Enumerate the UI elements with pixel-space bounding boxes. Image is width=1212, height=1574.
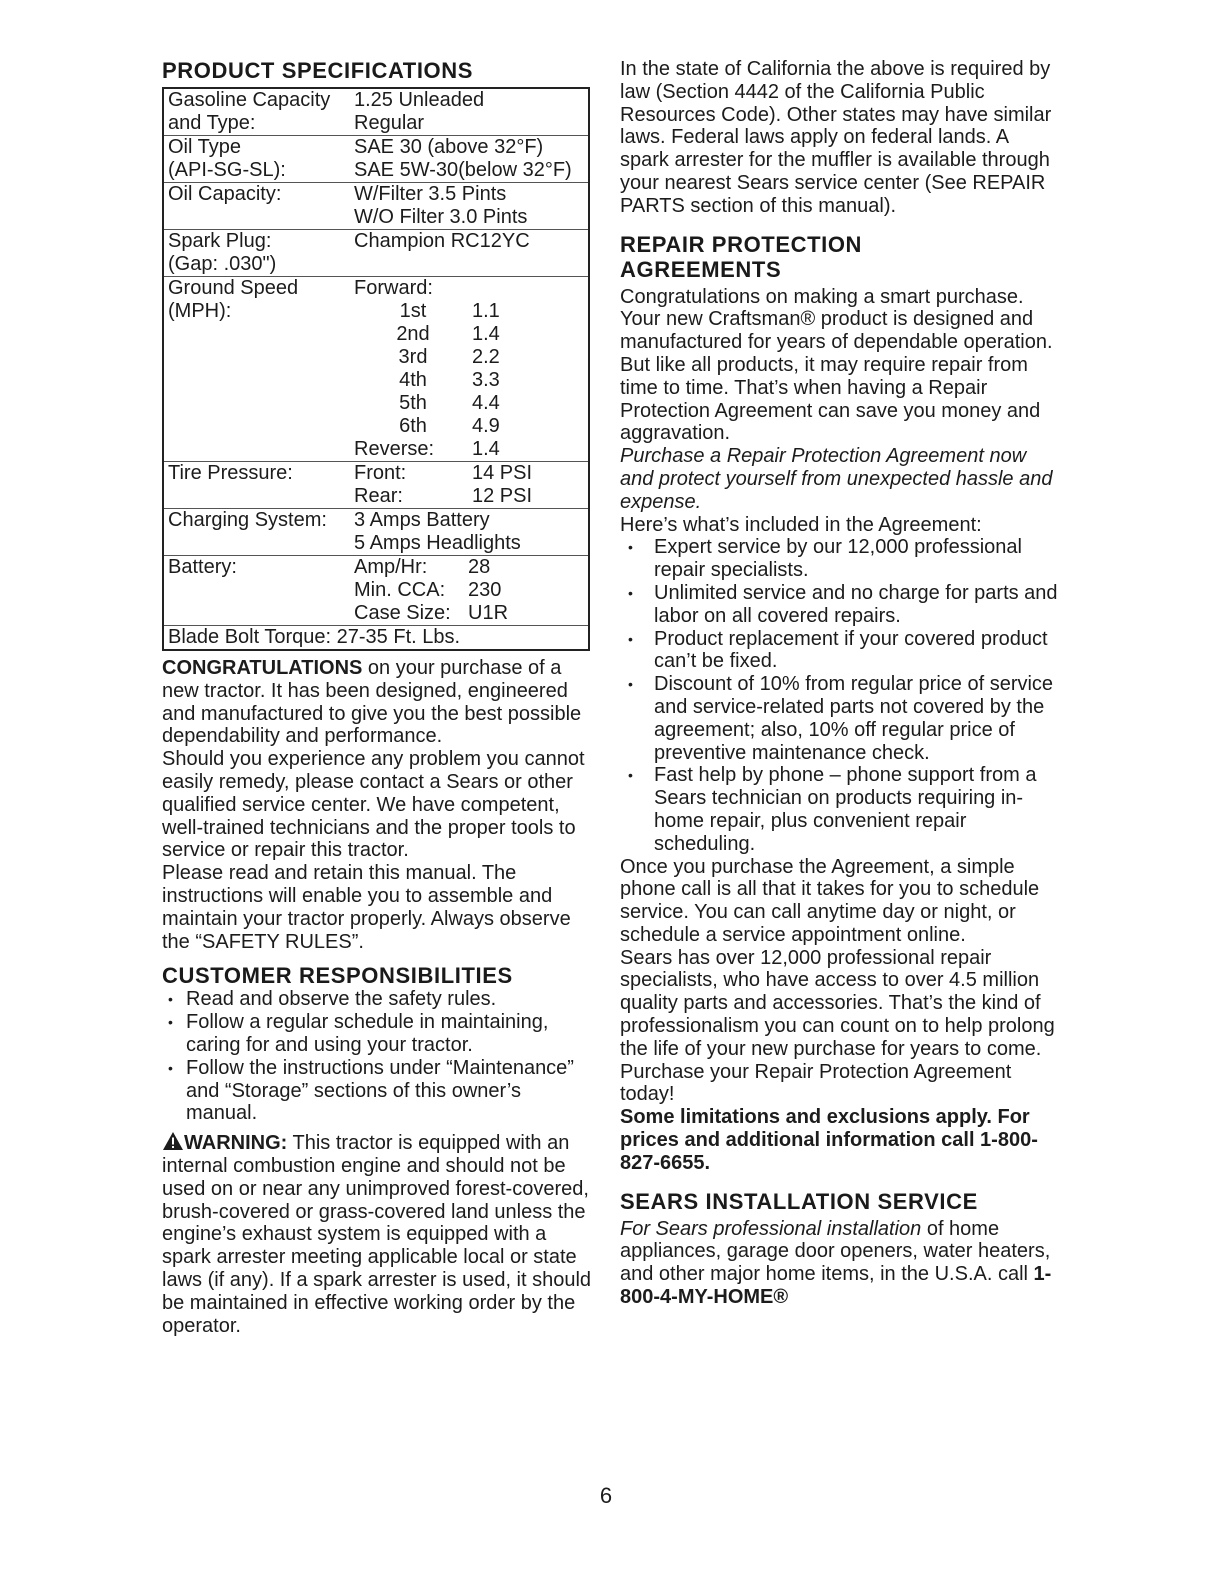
spec-value: 28 [468,556,491,578]
gear-row [354,415,588,438]
gear-row [354,346,588,369]
repair-protection-title-line-1: REPAIR PROTECTION [620,231,863,257]
gear-row [354,369,588,392]
page-number: 6 [599,1483,613,1508]
spec-value: 27-35 Ft. Lbs. [336,626,461,648]
spec-row-oil-capacity [164,183,588,230]
installation-italic: For Sears professional installation [620,1217,922,1240]
spec-label: Ground Speed [168,277,299,299]
spec-label: Reverse: [354,438,435,460]
repair-italic-paragraph: Purchase a Repair Protection Agreement now and protect yourself from unexpected hassle and expense. [620,445,1053,513]
california-paragraph: In the state of California the above is required by law (Section 4442 of the California Public Resources Code). Other states may have similar laws. Federal laws apply on federal lands. A spark arrester for the muffler is available through your nearest Sears service center (See REPAIR PARTS section of this manual). [620,58,1052,217]
spec-value: 3 Amps Battery [354,509,490,531]
list-item: • Discount of 10% from regular price of service and service-related parts not covered by the agreement; also, 10% off regular price of preventive maintenance check. [620,673,1060,764]
gear-speed: 2.2 [472,346,500,368]
gear-row [354,392,588,415]
once-paragraph: Once you purchase the Agreement, a simple phone call is all that it takes for you to schedule service. You can call anytime day or night, or schedule a service appointment online. [620,855,1040,946]
gear-speed: 4.9 [472,415,500,437]
spec-value: Forward: [354,277,433,299]
spec-label: Blade Bolt Torque: [168,626,332,648]
spec-label: Charging System: [168,509,327,531]
list-item: • Follow the instructions under “Maintenance” and “Storage” sections of this owner’s manual. [162,1057,594,1125]
list-item: • Expert service by our 12,000 professional repair specialists. [620,536,1060,582]
agreement-included-list [620,536,1060,855]
spec-value: U1R [468,602,509,624]
installation-phone: 1-800-4-MY-HOME® [620,1263,1052,1309]
spec-label: Amp/Hr: [354,556,428,578]
service-paragraph: Should you experience any problem you cannot easily remedy, please contact a Sears or other qualified service center. We have competent, well-trained technicians and the proper tools to service or repair this tractor. [162,748,585,862]
congratulations-paragraph [162,657,594,748]
list-item: • Product replacement if your covered product can’t be fixed. [620,628,1060,674]
gear-label: 6th [399,415,427,437]
spec-row-tire-pressure [164,462,588,509]
spec-label: Spark Plug: [168,230,272,252]
gear-speed: 4.4 [472,392,500,414]
congratulations-heading: CONGRATULATIONS [162,657,363,679]
spec-label: Gasoline Capacity [168,89,331,111]
installation-service-title: SEARS INSTALLATION SERVICE [620,1188,978,1214]
spec-value: W/O Filter 3.0 Pints [354,206,528,228]
repair-protection-title-line-2: AGREEMENTS [620,256,782,282]
spec-row-blade-torque [164,626,588,649]
manual-paragraph: Please read and retain this manual. The instructions will enable you to assemble and maintain your tractor properly. Always observe the “SAFETY RULES”. [162,862,571,953]
warning-label: WARNING: [184,1132,288,1155]
list-item: • Fast help by phone – phone support from a Sears technician on products requiring in-home repair, plus convenient repair scheduling. [620,764,1060,855]
gear-label: 4th [399,369,427,391]
spec-row-charging [164,509,588,556]
spec-label: Battery: [168,556,237,578]
gear-label: 5th [399,392,427,414]
spec-value: SAE 30 (above 32°F) [354,136,544,158]
spec-row-battery [164,556,588,626]
spec-row-spark-plug [164,230,588,277]
installation-paragraph [620,1218,1060,1309]
gear-label: 2nd [396,323,430,345]
spec-row-oil-type [164,136,588,183]
gear-speed: 1.4 [472,323,500,345]
spec-value: 1.4 [472,438,500,460]
customer-responsibilities-list [162,988,594,1125]
list-item: • Follow a regular schedule in maintaining, caring for and using your tractor. [162,1011,594,1057]
gear-speed: 1.1 [472,300,500,322]
spec-label: Front: [354,462,407,484]
spec-label: (Gap: .030") [168,253,277,275]
spec-row-gasoline [164,89,588,136]
spec-value: W/Filter 3.5 Pints [354,183,507,205]
spec-label: Oil Capacity: [168,183,282,205]
spec-label: and Type: [168,112,256,134]
right-column [620,58,1060,1309]
spec-label: Case Size: [354,602,451,624]
gear-speed: 3.3 [472,369,500,391]
spec-value: Regular [354,112,425,134]
limitations-text: Some limitations and exclusions apply. For prices and additional information call 1-800-827-6655. [620,1106,1038,1174]
spec-value: 5 Amps Headlights [354,532,521,554]
installation-text: of home appliances, garage door openers, water heaters, and other major home items, in the U.S.A. call [620,1217,1051,1286]
spec-value: Champion RC12YC [354,230,530,252]
spec-label: Min. CCA: [354,579,446,601]
customer-responsibilities-title: CUSTOMER RESPONSIBILITIES [162,963,513,989]
list-item: • Read and observe the safety rules. [162,988,594,1011]
spec-value: 14 PSI [472,462,533,484]
repair-intro-paragraph: Congratulations on making a smart purchase. Your new Craftsman® product is designed and manufactured for years of dependable operation. But like all products, it may require repair from time to time. That’s when having a Repair Protection Agreement can save you money and aggravation. [620,285,1053,445]
gear-row [354,300,588,323]
spec-value: 1.25 Unleaded [354,89,485,111]
specs-title: PRODUCT SPECIFICATIONS [162,58,474,83]
left-column [162,58,594,1337]
sears-paragraph: Sears has over 12,000 professional repair specialists, who have access to over 4.5 million quality parts and accessories. That’s the kind of professionalism you can count on to help prolong the life of your new purchase for years to come. Purchase your Repair Protection Agreement today! [620,946,1055,1106]
spec-label: Oil Type [168,136,241,158]
warning-text: This tractor is equipped with an internal combustion engine and should not be used on or near any unimproved forest-covered, brush-covered or grass-covered land unless the engine’s exhaust system is equipped with a spark arrester meeting applicable local or state laws (if any). If a spark arrester is used, it should be maintained in effective working order by the operator. [162,1132,592,1337]
congratulations-text: on your purchase of a new tractor. It has been designed, engineered and manufactured to give you the best possible dependability and performance. [162,657,582,748]
spec-label: (API-SG-SL): [168,159,286,181]
spec-value: SAE 5W-30(below 32°F) [354,159,572,181]
specifications-table [162,87,590,651]
limitations-paragraph [620,1106,1060,1174]
spec-row-ground-speed [164,277,588,462]
warning-triangle-icon [162,1131,184,1151]
spec-label: Rear: [354,485,403,507]
gear-label: 3rd [398,346,428,368]
gear-list [354,300,588,438]
spec-label: Tire Pressure: [168,462,293,484]
gear-label: 1st [399,300,427,322]
gear-row [354,323,588,346]
warning-paragraph [162,1131,594,1337]
list-item: • Unlimited service and no charge for parts and labor on all covered repairs. [620,582,1060,628]
spec-value: 230 [468,579,502,601]
included-heading: Here’s what’s included in the Agreement: [620,513,982,536]
spec-label: (MPH): [168,300,232,322]
spec-value: 12 PSI [472,485,533,507]
